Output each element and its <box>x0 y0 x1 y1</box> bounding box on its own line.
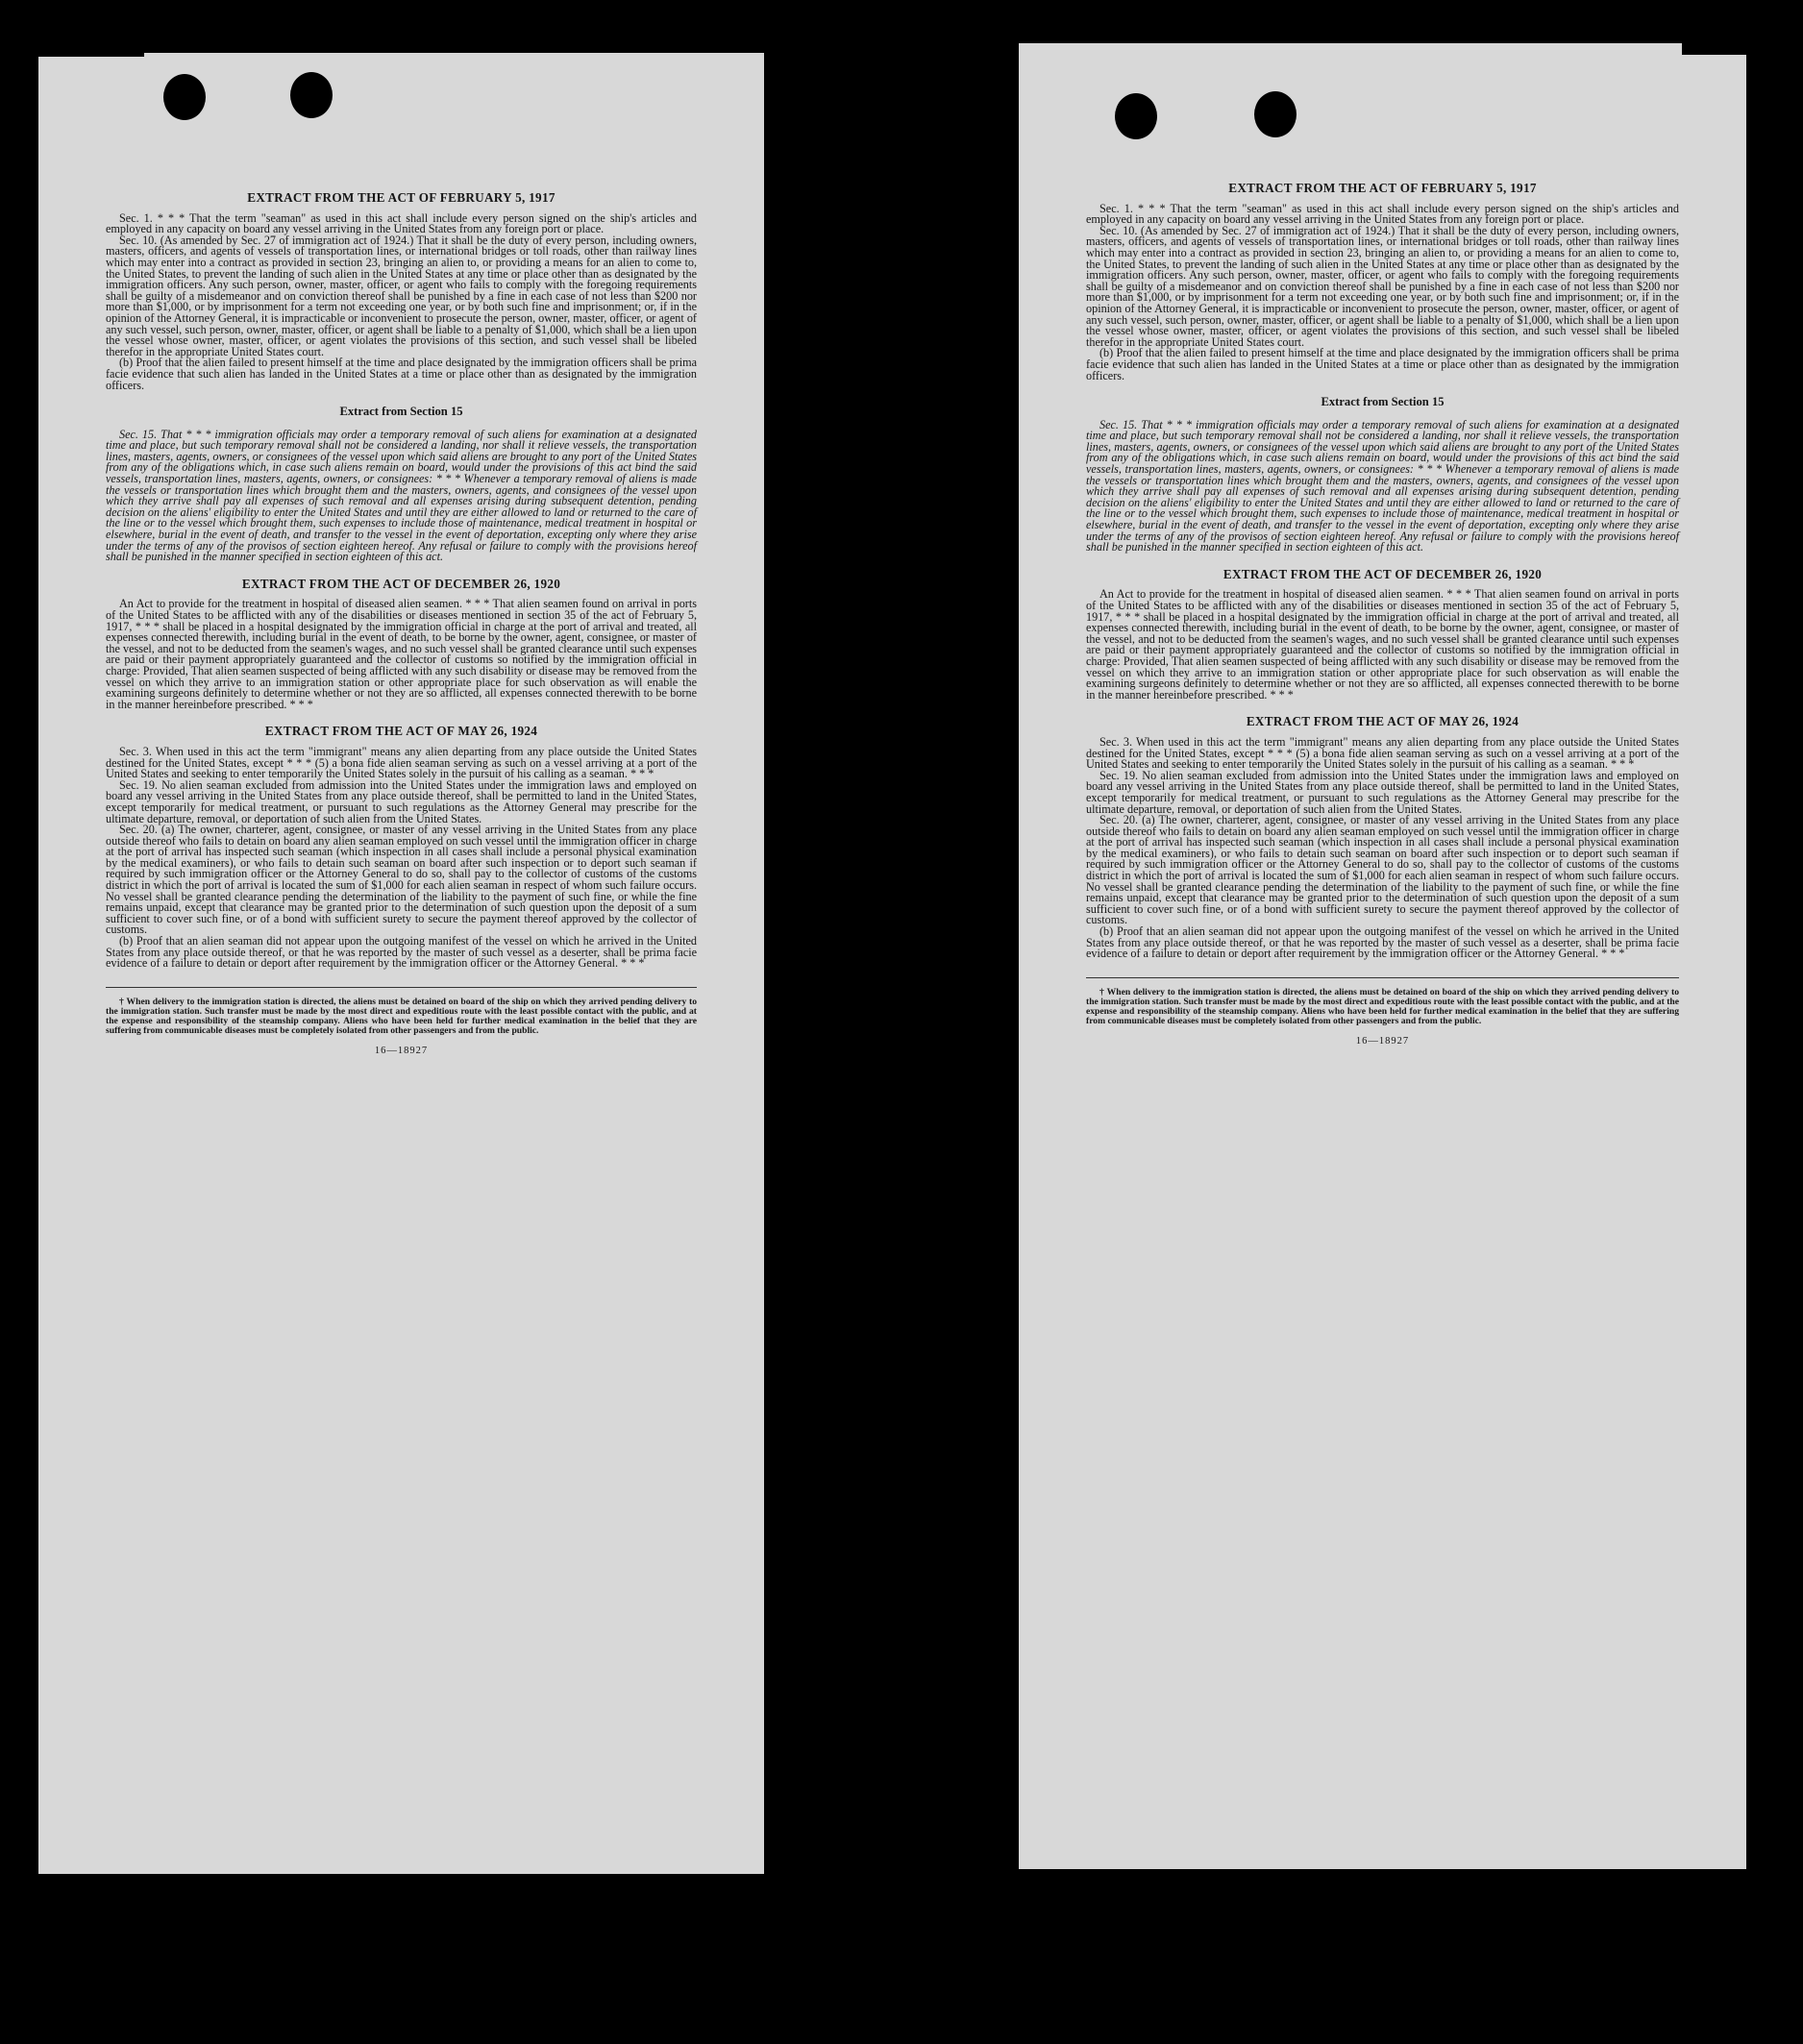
section-19: Sec. 19. No alien seaman excluded from admission into the United States under the immigration laws and employed on board any vessel arriving in the United States from any place outside thereof, shall be permitted to land in the United States, except temporarily for medical treatment, or pursuant to such regulations as the Attorney General may prescribe for the ultimate departure, removal, or deportation of such alien from the United States. <box>106 777 697 825</box>
section-10-b: (b) Proof that the alien failed to present himself at the time and place designated by the immigration officers shall be prima facie evidence that such alien has landed in the United States at a time or place other than as designated by the immigration officers. <box>1086 346 1679 382</box>
heading-act-may-1924: EXTRACT FROM THE ACT OF MAY 26, 1924 <box>264 724 538 739</box>
footnote: † When delivery to the immigration station is directed, the aliens must be detained on board of the ship on which they arrived pending delivery to the immigration station. Such transfer must be made by the most direct and expeditious route with the least possible contact with the public, and at the expense and responsibility of the steamship company. Aliens who have been held for further medical examination in the belief that they are suffering from communicable diseases must be completely isolated from other passengers and from the public. <box>1086 986 1679 1026</box>
torn-edge <box>1682 43 1746 55</box>
section-20-a: Sec. 20. (a) The owner, charterer, agent, consignee, or master of any vessel arriving in the United States from any place outside thereof who fails to detain on board any alien seaman employed on such vessel until the immigration officer in charge at the port of arrival has inspected such seaman (which inspection in all cases shall include a personal physical examination by the medical examiners), or who fails to detain such seaman on board after such inspection or to deport such seaman if required by such immigration officer or the Attorney General to do so, shall pay to the collector of customs of the customs district in which the port of arrival is located the sum of $1,000 for each alien seaman in respect of whom such failure occurs. No vessel shall be granted clearance pending the determination of the liability to the payment of such fine, or while the fine remains unpaid, except that clearance may be granted prior to the determination of such question upon the deposit of a sum sufficient to cover such fine, or of a bond with sufficient surety to secure the payment thereof approved by the collector of customs. <box>1086 813 1679 927</box>
form-number: 16—18927 <box>1355 1035 1410 1047</box>
punch-hole <box>1254 91 1297 137</box>
heading-act-feb-1917: EXTRACT FROM THE ACT OF FEBRUARY 5, 1917 <box>1228 181 1537 195</box>
heading-act-may-1924: EXTRACT FROM THE ACT OF MAY 26, 1924 <box>1246 714 1519 729</box>
document-text-left <box>106 192 697 1056</box>
section-20-b: (b) Proof that an alien seaman did not appear upon the outgoing manifest of the vessel on which he arrived in the United States from any place outside thereof, or that he was reported by the master of such vessel as a deserter, shall be prima facie evidence of a failure to detain or deport after requirement by the immigration officer or the Attorney General. * * * <box>1086 924 1679 961</box>
subheading-section-15: Extract from Section 15 <box>1321 395 1445 409</box>
section-10: Sec. 10. (As amended by Sec. 27 of immigration act of 1924.) That it shall be the duty of every person, including owners, masters, officers, and agents of vessels of transportation lines, or international bridges or toll roads, other than railway lines which may enter into a contract as provided in section 23, bringing an alien to, or providing a means for an alien to come to, the United States, to prevent the landing of such alien in the United States at any time or place other than as designated by the immigration officers. Any such person, owner, master, officer, or agent who fails to comply with the foregoing requirements shall be guilty of a misdemeanor and on conviction thereof shall be punished by a fine in each case of not less than $200 nor more than $1,000, or by imprisonment for a term not exceeding one year, or by both such fine and imprisonment; or, if in the opinion of the Attorney General, it is impracticable or inconvenient to prosecute the person, owner, master, officer, or agent of any such vessel, such person, owner, master, officer, or agent shall be liable to a penalty of $1,000, which shall be a lien upon the vessel whose owner, master, officer, or agent violates the provisions of this section, and such vessel shall be libeled therefor in the appropriate United States court. <box>106 233 697 358</box>
heading-act-dec-1920: EXTRACT FROM THE ACT OF DECEMBER 26, 1920 <box>1223 566 1543 581</box>
document-page-left <box>38 53 764 1874</box>
section-10-b: (b) Proof that the alien failed to present himself at the time and place designated by the immigration officers shall be prima facie evidence that such alien has landed in the United States at a time or place other than as designated by the immigration officers. <box>106 356 697 392</box>
heading-act-dec-1920: EXTRACT FROM THE ACT OF DECEMBER 26, 1920 <box>241 576 561 591</box>
section-15: Sec. 15. That * * * immigration officials may order a temporary removal of such aliens for examination at a designated time and place, but such temporary removal shall not be considered a landing, nor shall it relieve vessels, the transportation lines, masters, agents, owners, or consignees of the vessel upon which said aliens are brought to any port of the United States from any of the obligations which, in case such aliens remain on board, would under the provisions of this act bind the said vessels, transportation lines, masters, agents, owners, or consignees: * * * Whenever a temporary removal of aliens is made the vessels or transportation lines which brought them and the masters, owners, agents, and consignees of the vessel upon which they arrive shall pay all expenses of such removal and all expenses arising during subsequent detention, pending decision on the aliens' eligibility to enter the United States and until they are either allowed to land or returned to the care of the line or to the vessel which brought them, such expenses to include those of maintenance, medical treatment in hospital or elsewhere, burial in the event of death, and transfer to the vessel in the event of deportation, excepting only where they arise under the terms of any of the provisos of section eighteen hereof. Any refusal or failure to comply with the provisions hereof shall be punished in the manner specified in section eighteen of this act. <box>106 427 697 564</box>
act-1920-text: An Act to provide for the treatment in hospital of diseased alien seamen. * * * That alien seamen found on arrival in ports of the United States to be afflicted with any of the disabilities or diseases mentioned in section 35 of the act of February 5, 1917, * * * shall be placed in a hospital designated by the immigration official in charge at the port of arrival and treated, all expenses connected therewith, including burial in the event of death, to be borne by the owner, agent, consignee, or master of the vessel, and not to be deducted from the seamen's wages, and no such vessel shall be granted clearance until such expenses are paid or their payment appropriately guaranteed and the collector of customs so notified by the immigration official in charge: Provided, That alien seamen suspected of being afflicted with any such disability or disease may be removed from the vessel on which they arrive to an immigration station or other appropriate place for such observation as will enable the examining surgeons definitely to determine whether or not they are so afflicted, all expenses connected therewith to be borne in the manner hereinbefore prescribed. * * * <box>1086 587 1679 702</box>
section-20-a: Sec. 20. (a) The owner, charterer, agent, consignee, or master of any vessel arriving in the United States from any place outside thereof who fails to detain on board any alien seaman employed on such vessel until the immigration officer in charge at the port of arrival has inspected such seaman (which inspection in all cases shall include a personal physical examination by the medical examiners), or who fails to detain such seaman on board after such inspection or to deport such seaman if required by such immigration officer or the Attorney General to do so, shall pay to the collector of customs of the customs district in which the port of arrival is located the sum of $1,000 for each alien seaman in respect of whom such failure occurs. No vessel shall be granted clearance pending the determination of the liability to the payment of such fine, or while the fine remains unpaid, except that clearance may be granted prior to the determination of such question upon the deposit of a sum sufficient to cover such fine, or of a bond with sufficient surety to secure the payment thereof approved by the collector of customs. <box>106 823 697 937</box>
footnote-divider <box>106 987 697 988</box>
section-1: Sec. 1. * * * That the term "seaman" as used in this act shall include every person signed on the ship's articles and employed in any capacity on board any vessel arriving in the United States from any foreign port or place. <box>1086 201 1679 227</box>
footnote-divider <box>1086 977 1679 978</box>
act-1920-text: An Act to provide for the treatment in hospital of diseased alien seamen. * * * That alien seamen found on arrival in ports of the United States to be afflicted with any of the disabilities or diseases mentioned in section 35 of the act of February 5, 1917, * * * shall be placed in a hospital designated by the immigration official in charge at the port of arrival and treated, all expenses connected therewith, including burial in the event of death, to be borne by the owner, agent, consignee, or master of the vessel, and not to be deducted from the seamen's wages, and no such vessel shall be granted clearance until such expenses are paid or their payment appropriately guaranteed and the collector of customs so notified by the immigration official in charge: Provided, That alien seamen suspected of being afflicted with any such disability or disease may be removed from the vessel on which they arrive to an immigration station or other appropriate place for such observation as will enable the examining surgeons definitely to determine whether or not they are so afflicted, all expenses connected therewith to be borne in the manner hereinbefore prescribed. * * * <box>106 597 697 711</box>
section-3: Sec. 3. When used in this act the term "immigrant" means any alien departing from any place outside the United States destined for the United States, except * * * (5) a bona fide alien seaman serving as such on a vessel arriving at a port of the United States and seeking to enter temporarily the United States solely in the pursuit of his calling as a seaman. * * * <box>106 744 697 781</box>
section-1: Sec. 1. * * * That the term "seaman" as used in this act shall include every person signed on the ship's articles and employed in any capacity on board any vessel arriving in the United States from any foreign port or place. <box>106 210 697 236</box>
form-number: 16—18927 <box>374 1045 429 1056</box>
punch-hole <box>163 74 206 120</box>
section-15: Sec. 15. That * * * immigration officials may order a temporary removal of such aliens for examination at a designated time and place, but such temporary removal shall not be considered a landing, nor shall it relieve vessels, the transportation lines, masters, agents, owners, or consignees of the vessel upon which said aliens are brought to any port of the United States from any of the obligations which, in case such aliens remain on board, would under the provisions of this act bind the said vessels, transportation lines, masters, agents, owners, or consignees: * * * Whenever a temporary removal of aliens is made the vessels or transportation lines which brought them and the masters, owners, agents, and consignees of the vessel upon which they arrive shall pay all expenses of such removal and all expenses arising during subsequent detention, pending decision on the aliens' eligibility to enter the United States and until they are either allowed to land or returned to the care of the line or to the vessel which brought them, such expenses to include those of maintenance, medical treatment in hospital or elsewhere, burial in the event of death, and transfer to the vessel in the event of deportation, excepting only where they arise under the terms of any of the provisos of section eighteen hereof. Any refusal or failure to comply with the provisions hereof shall be punished in the manner specified in section eighteen of this act. <box>1086 417 1679 554</box>
punch-hole <box>290 72 333 118</box>
subheading-section-15: Extract from Section 15 <box>339 405 463 419</box>
document-text-right <box>1086 183 1679 1047</box>
punch-hole <box>1115 93 1157 139</box>
section-3: Sec. 3. When used in this act the term "immigrant" means any alien departing from any place outside the United States destined for the United States, except * * * (5) a bona fide alien seaman serving as such on a vessel arriving at a port of the United States and seeking to enter temporarily the United States solely in the pursuit of his calling as a seaman. * * * <box>1086 734 1679 772</box>
torn-edge <box>38 53 144 57</box>
heading-act-feb-1917: EXTRACT FROM THE ACT OF FEBRUARY 5, 1917 <box>247 190 556 205</box>
document-page-right <box>1019 43 1746 1869</box>
section-20-b: (b) Proof that an alien seaman did not appear upon the outgoing manifest of the vessel on which he arrived in the United States from any place outside thereof, or that he was reported by the master of such vessel as a deserter, shall be prima facie evidence of a failure to detain or deport after requirement by the immigration officer or the Attorney General. * * * <box>106 934 697 971</box>
section-10: Sec. 10. (As amended by Sec. 27 of immigration act of 1924.) That it shall be the duty of every person, including owners, masters, officers, and agents of vessels of transportation lines, or international bridges or toll roads, other than railway lines which may enter into a contract as provided in section 23, bringing an alien to, or providing a means for an alien to come to, the United States, to prevent the landing of such alien in the United States at any time or place other than as designated by the immigration officers. Any such person, owner, master, officer, or agent who fails to comply with the foregoing requirements shall be guilty of a misdemeanor and on conviction thereof shall be punished by a fine in each case of not less than $200 nor more than $1,000, or by imprisonment for a term not exceeding one year, or by both such fine and imprisonment; or, if in the opinion of the Attorney General, it is impracticable or inconvenient to prosecute the person, owner, master, officer, or agent of any such vessel, such person, owner, master, officer, or agent shall be liable to a penalty of $1,000, which shall be a lien upon the vessel whose owner, master, officer, or agent violates the provisions of this section, and such vessel shall be libeled therefor in the appropriate United States court. <box>1086 223 1679 349</box>
section-19: Sec. 19. No alien seaman excluded from admission into the United States under the immigration laws and employed on board any vessel arriving in the United States from any place outside thereof, shall be permitted to land in the United States, except temporarily for medical treatment, or pursuant to such regulations as the Attorney General may prescribe for the ultimate departure, removal, or deportation of such alien from the United States. <box>1086 768 1679 816</box>
footnote: † When delivery to the immigration station is directed, the aliens must be detained on board of the ship on which they arrived pending delivery to the immigration station. Such transfer must be made by the most direct and expeditious route with the least possible contact with the public, and at the expense and responsibility of the steamship company. Aliens who have been held for further medical examination in the belief that they are suffering from communicable diseases must be completely isolated from other passengers and from the public. <box>106 996 697 1036</box>
